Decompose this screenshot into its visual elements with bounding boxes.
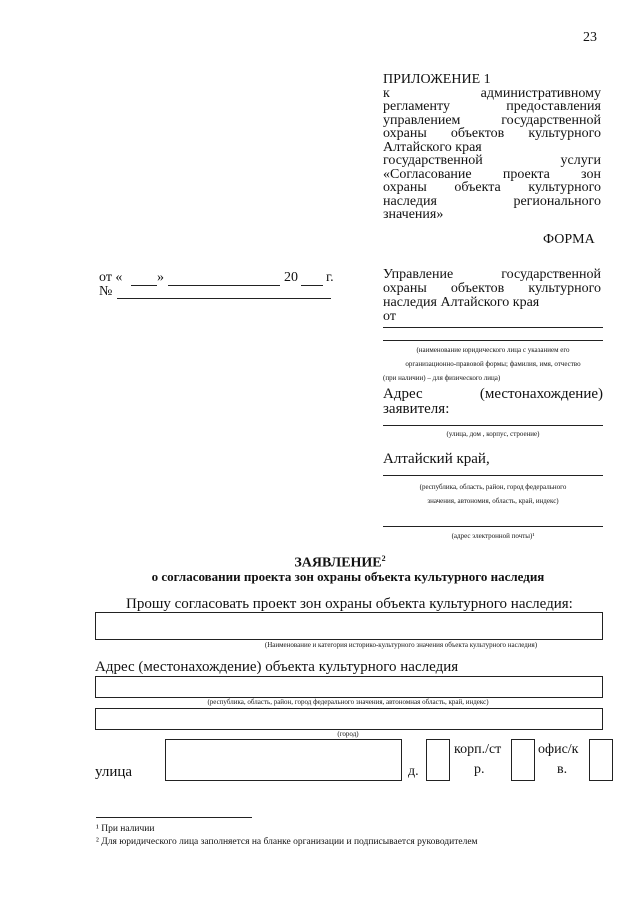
form-label: ФОРМА	[543, 232, 595, 247]
house-field[interactable]	[426, 739, 450, 781]
hint-line: (при наличии) – для физического лица)	[383, 374, 501, 382]
appendix-line: к административному	[383, 85, 601, 101]
footnote-separator	[96, 817, 252, 818]
address-label-line2: заявителя:	[383, 401, 450, 417]
corpus-label-line: р.	[474, 762, 485, 777]
appendix-line: регламенту предоставления	[383, 99, 601, 114]
footnote: ² Для юридического лица заполняется на бланке организации и подписывается руководителем	[96, 837, 478, 847]
appendix-line: наследия регионального	[383, 193, 601, 209]
document-number-field[interactable]	[117, 298, 331, 299]
applicant-region-field[interactable]	[383, 475, 603, 476]
street-field[interactable]	[165, 739, 402, 781]
office-label	[538, 740, 578, 780]
object-region-hint: (республика, область, район, город федерального значения, автономная область, край, индекс)	[207, 698, 489, 706]
object-name-field[interactable]	[95, 612, 603, 640]
number-sign: №	[99, 284, 113, 299]
hint-line: организационно-правовой формы; фамилия, имя, отчество	[405, 360, 581, 368]
hint-line: значения, автономия, область, край, индекс)	[427, 497, 559, 505]
applicant-email-field[interactable]	[383, 526, 603, 527]
footnote: ¹ При наличии	[96, 824, 155, 834]
footnotes	[96, 823, 478, 849]
appendix-title: ПРИЛОЖЕНИЕ 1	[383, 72, 491, 87]
appendix-line: значения»	[383, 207, 444, 222]
applicant-street-field[interactable]	[383, 425, 603, 426]
addressee-block	[383, 268, 601, 324]
address-label-word: Адрес	[383, 386, 423, 402]
street-hint: (улица, дом , корпус, строение)	[446, 430, 540, 438]
date-from: от «	[99, 270, 123, 285]
page-number: 23	[583, 30, 597, 45]
office-label-line: в.	[557, 762, 568, 777]
addressee-from: от	[383, 309, 396, 324]
date-day-field[interactable]	[131, 285, 157, 286]
corpus-label-line: корп./ст	[454, 742, 502, 757]
applicant-address-label	[383, 387, 603, 417]
date-year-suffix: г.	[326, 270, 334, 285]
addressee-line: наследия Алтайского края	[383, 295, 540, 310]
statement-title-sup: 2	[381, 554, 386, 563]
address-label-word: (местонахождение)	[479, 386, 603, 402]
office-field[interactable]	[589, 739, 613, 781]
object-name-hint: (Наименование и категория историко-культурного значения объекта культурного наследия)	[264, 641, 538, 649]
corpus-field[interactable]	[511, 739, 535, 781]
region-hint	[383, 480, 603, 508]
street-label: улица	[95, 764, 133, 780]
addressee-line: Управление государственной	[383, 267, 601, 282]
appendix-block	[383, 73, 601, 222]
appendix-line: охраны объекта культурного	[383, 180, 601, 195]
appendix-line: охраны объектов культурного	[383, 126, 601, 141]
date-quote-close: »	[157, 270, 164, 285]
statement-subtitle: о согласовании проекта зон охраны объекта культурного наследия	[151, 569, 545, 584]
applicant-name-hint	[383, 343, 603, 385]
object-city-field[interactable]	[95, 708, 603, 730]
applicant-name-field-2[interactable]	[383, 340, 603, 341]
appendix-line: «Согласование проекта зон	[383, 166, 601, 182]
applicant-name-field[interactable]	[383, 327, 603, 328]
addressee-line: охраны объектов культурного	[383, 281, 601, 296]
date-year-field[interactable]	[301, 285, 323, 286]
corpus-label	[454, 740, 501, 780]
object-city-hint: (город)	[337, 730, 359, 738]
email-hint: (адрес электронной почты)¹	[451, 532, 535, 540]
appendix-line: государственной услуги	[383, 153, 601, 168]
date-year-prefix: 20	[284, 270, 298, 285]
date-month-field[interactable]	[168, 285, 280, 286]
office-label-line: офис/к	[538, 742, 579, 757]
request-text: Прошу согласовать проект зон охраны объекта культурного наследия:	[126, 596, 573, 612]
appendix-line: Алтайского края	[383, 139, 482, 155]
appendix-line: управлением государственной	[383, 112, 601, 128]
house-label: д.	[408, 764, 419, 779]
statement-title-text: ЗАЯВЛЕНИЕ	[294, 555, 382, 571]
hint-line: (наименование юридического лица с указанием его	[416, 346, 570, 354]
hint-line: (республика, область, район, город федерального	[419, 483, 567, 491]
object-region-field[interactable]	[95, 676, 603, 698]
object-address-label: Адрес (местонахождение) объекта культурного наследия	[95, 659, 459, 675]
region-value: Алтайский край,	[383, 451, 490, 467]
